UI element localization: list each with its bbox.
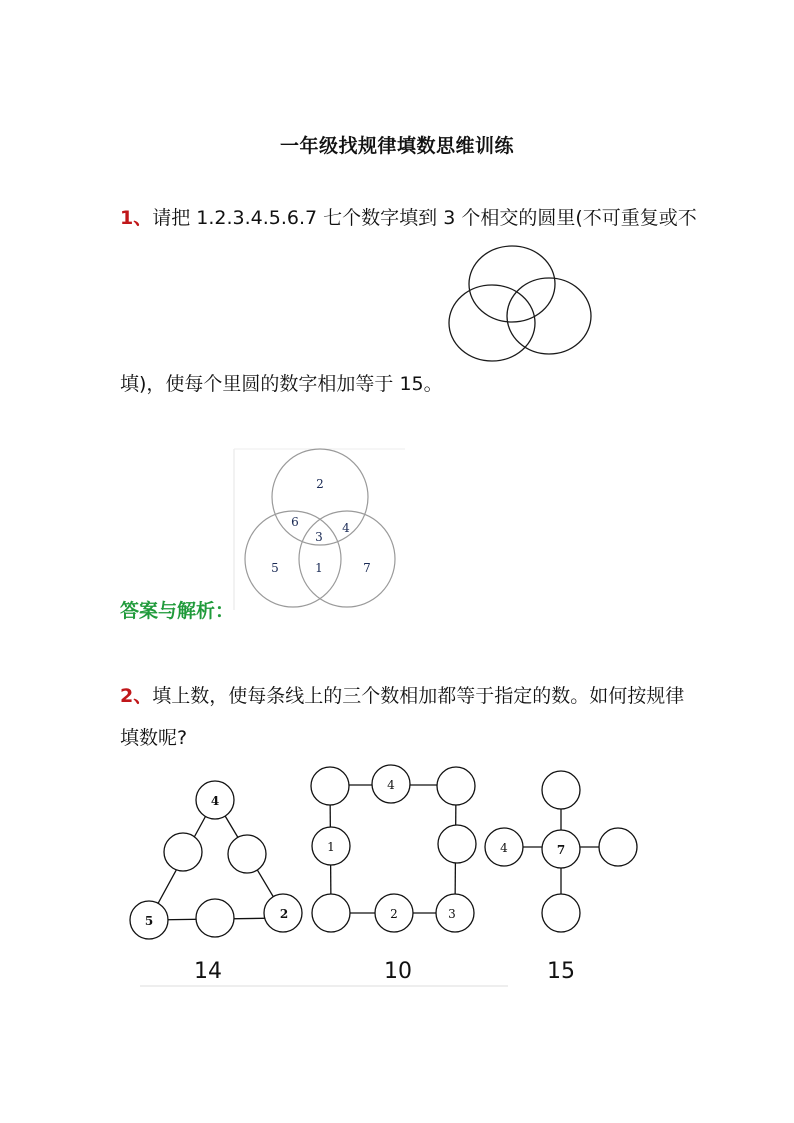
question-1-number: 1 bbox=[120, 207, 134, 229]
square-circle-bottom-left bbox=[312, 894, 350, 932]
answer-value-top-right: 4 bbox=[342, 521, 350, 535]
venn-diagram-blank bbox=[440, 240, 600, 365]
square-circle-right-middle bbox=[438, 825, 476, 863]
question-1-line-1 bbox=[120, 203, 697, 230]
answer-value-center: 3 bbox=[315, 530, 323, 544]
venn-circle-right bbox=[507, 278, 591, 354]
question-2-line-2: 填数呢? bbox=[120, 727, 188, 749]
venn-diagram-answer bbox=[232, 447, 407, 612]
answer-value-top-left: 6 bbox=[291, 515, 299, 529]
square-circle-top-right bbox=[437, 767, 475, 805]
cross-circle-top bbox=[542, 771, 580, 809]
question-2-line-1 bbox=[120, 681, 684, 708]
square-value-left-middle: 1 bbox=[327, 840, 335, 854]
triangle-circle-left-middle bbox=[164, 833, 202, 871]
triangle-value-bottom-right: 2 bbox=[279, 907, 289, 921]
triangle-target-sum: 14 bbox=[194, 959, 222, 984]
number-puzzles bbox=[0, 755, 794, 995]
square-value-top-middle: 4 bbox=[387, 778, 395, 792]
question-1-text-1: 请把 1.2.3.4.5.6.7 七个数字填到 3 个相交的圆里(不可重复或不 bbox=[152, 207, 697, 229]
question-1-line-2: 填)，使每个里圆的数字相加等于 15。 bbox=[120, 373, 443, 395]
question-2-number: 2 bbox=[120, 685, 134, 707]
answer-value-bottom: 1 bbox=[315, 561, 323, 575]
square-circle-top-left bbox=[311, 767, 349, 805]
square-target-sum: 10 bbox=[384, 959, 412, 984]
answer-label: 答案与解析： bbox=[120, 600, 235, 622]
triangle-value-bottom-left: 5 bbox=[144, 914, 154, 928]
answer-value-left: 5 bbox=[271, 561, 279, 575]
question-2-separator: 、 bbox=[133, 685, 153, 707]
venn-circle-top bbox=[469, 246, 555, 322]
cross-value-left: 4 bbox=[500, 841, 508, 855]
answer-value-right: 7 bbox=[363, 561, 371, 575]
page-title: 一年级找规律填数思维训练 bbox=[279, 135, 514, 157]
triangle-circle-right-middle bbox=[228, 835, 266, 873]
cross-value-center: 7 bbox=[556, 843, 566, 857]
question-1-separator: 、 bbox=[133, 207, 153, 229]
square-value-bottom-middle: 2 bbox=[390, 907, 398, 921]
cross-target-sum: 15 bbox=[547, 959, 575, 984]
cross-circle-right bbox=[599, 828, 637, 866]
answer-value-top: 2 bbox=[316, 477, 324, 491]
question-2-text-1: 填上数，使每条线上的三个数相加都等于指定的数。如何按规律 bbox=[152, 685, 685, 707]
triangle-circle-bottom-middle bbox=[196, 899, 234, 937]
cross-circle-bottom bbox=[542, 894, 580, 932]
venn-circle-left bbox=[449, 285, 535, 361]
triangle-value-top: 4 bbox=[210, 794, 220, 808]
square-value-bottom-right: 3 bbox=[448, 907, 456, 921]
